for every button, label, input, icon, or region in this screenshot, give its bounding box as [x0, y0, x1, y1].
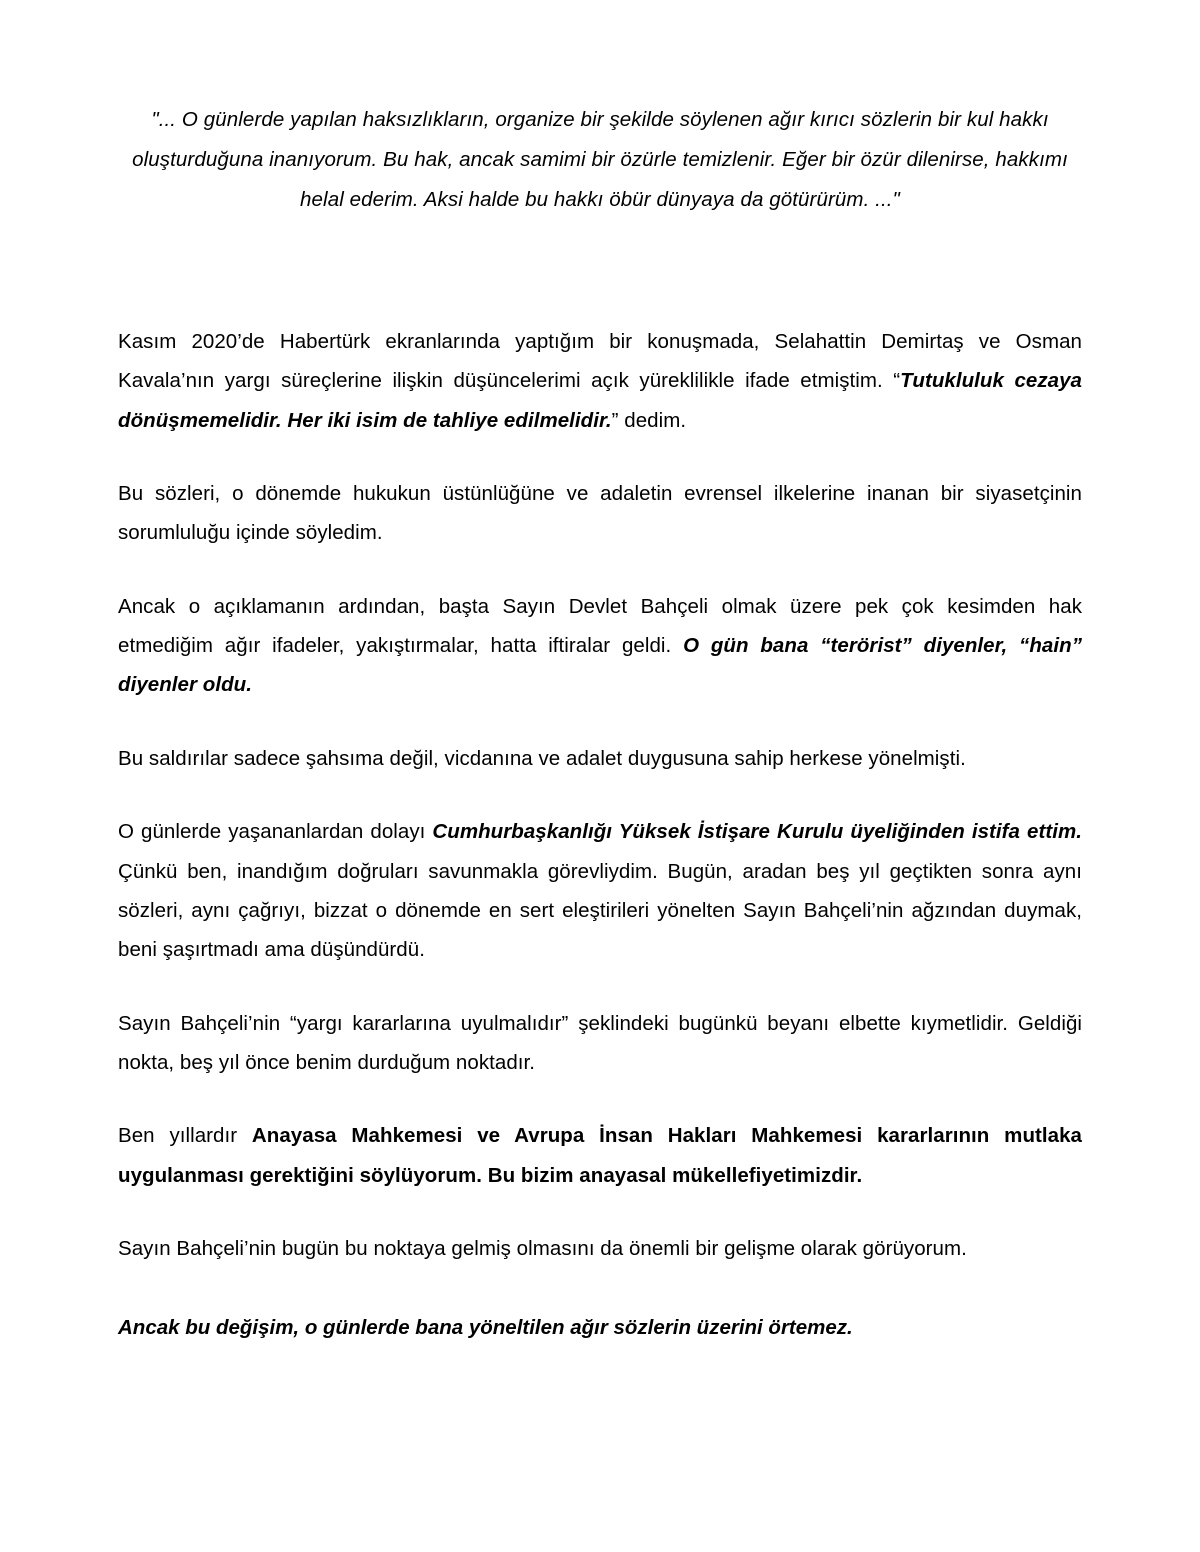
- text-run: Kasım 2020’de Habertürk ekranlarında yaptığım bir konuşmada, Selahattin Demirtaş ve Osman Kavala’nın yargı süreçlerine ilişkin düşüncelerimi açık yüreklilikle ifade etmiştim. “: [118, 329, 1082, 393]
- quote-spacer: [118, 234, 1082, 322]
- body-paragraph: [118, 322, 1082, 440]
- body-paragraph: [118, 739, 1082, 778]
- text-run: Sayın Bahçeli’nin “yargı kararlarına uyulmalıdır” şeklindeki bugünkü beyanı elbette kıymetlidir. Geldiği nokta, beş yıl önce benim durduğum noktadır.: [118, 1011, 1082, 1074]
- text-run: Çünkü ben, inandığım doğruları savunmakla görevliydim. Bugün, aradan beş yıl geçtikten sonra aynı sözleri, aynı çağrıyı, bizzat o dönemde en sert eleştirileri yönelten Sayın Bahçeli’nin ağzından duymak, beni şaşırtmadı ama düşündürdü.: [118, 859, 1082, 962]
- body-paragraph: [118, 1116, 1082, 1195]
- text-run: ” dedim.: [611, 408, 687, 432]
- body-paragraph: [118, 1229, 1082, 1268]
- text-run: Ben yıllardır: [118, 1124, 252, 1148]
- emphasis-bold-italic: Cumhurbaşkanlığı Yüksek İstişare Kurulu üyeliğinden istifa ettim.: [432, 820, 1082, 844]
- body-paragraph: [118, 812, 1082, 969]
- emphasis-bold: Anayasa Mahkemesi ve Avrupa İnsan Hakları Mahkemesi kararlarının mutlaka uygulanması gerektiğini söylüyorum. Bu bizim anayasal mükellefiyetimizdir.: [118, 1124, 1082, 1187]
- text-run: Ancak o açıklamanın ardından, başta Sayın Devlet Bahçeli olmak üzere pek çok kesimden hak etmediğim ağır ifadeler, yakıştırmalar, hatta iftiralar geldi.: [118, 594, 1082, 658]
- text-run: Sayın Bahçeli’nin bugün bu noktaya gelmiş olmasını da önemli bir gelişme olarak görüyorum.: [118, 1237, 967, 1261]
- text-run: O günlerde yaşananlardan dolayı: [118, 820, 433, 844]
- text-run: Bu saldırılar sadece şahsıma değil, vicdanına ve adalet duygusuna sahip herkese yönelmişti.: [118, 746, 966, 770]
- emphasis-bold-italic: O gün bana “terörist” diyenler, “hain” diyenler oldu.: [118, 634, 1082, 697]
- pull-quote: "... O günlerde yapılan haksızlıkların, organize bir şekilde söylenen ağır kırıcı sözlerin bir kul hakkı oluşturduğuna inanıyorum. Bu hak, ancak samimi bir özürle temizlenir. Eğer bir özür dilenirse, hakkımı helal ederim. Aksi halde bu hakkı öbür dünyaya da götürürüm. ...": [132, 108, 1068, 211]
- body-paragraph: [118, 1004, 1082, 1083]
- body-paragraph: [118, 474, 1082, 553]
- body-paragraph: [118, 587, 1082, 705]
- text-run: Bu sözleri, o dönemde hukukun üstünlüğüne ve adaletin evrensel ilkelerine inanan bir siyasetçinin sorumluluğu içinde söyledim.: [118, 481, 1082, 545]
- document-body: [118, 322, 1082, 1268]
- emphasis-bold-italic: Tutukluluk cezaya dönüşmemelidir. Her iki isim de tahliye edilmelidir.: [118, 369, 1083, 432]
- closing-paragraph: Ancak bu değişim, o günlerde bana yöneltilen ağır sözlerin üzerini örtemez.: [118, 1316, 853, 1340]
